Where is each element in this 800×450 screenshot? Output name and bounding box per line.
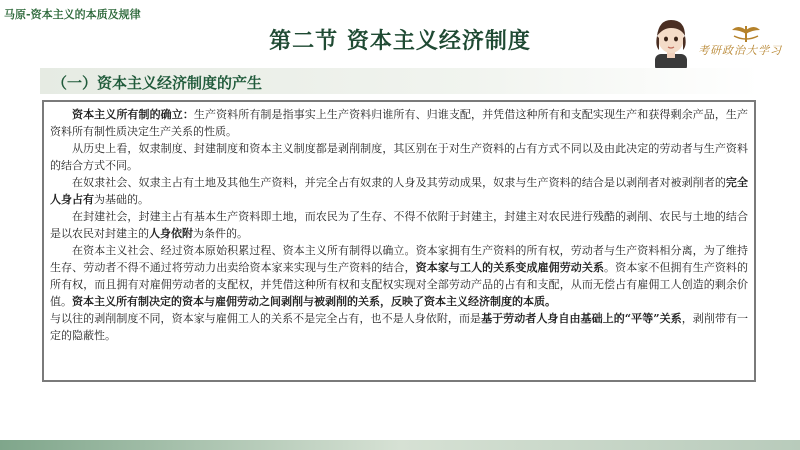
paragraph-text: 与以往的剥削制度不同，资本家与雇佣工人的关系不是完全占有，也不是人身依附，而是: [50, 312, 482, 325]
course-label: 马原-资本主义的本质及规律: [4, 8, 141, 21]
bold-term: 资本主义所有制的确立：: [72, 108, 194, 121]
paragraph-text: 生产资料所有制是指事实上生产资料归谁所有、归谁支配，并凭借这种所有和支配实现生产和获得剩余产品，生产资料所有制性质决定生产关系的性质。: [50, 108, 749, 138]
content-box: [42, 100, 756, 382]
page-title: 第二节 资本主义经济制度: [269, 29, 531, 54]
bold-term: 基于劳动者人身自由基础上的“平等”关系: [481, 312, 682, 325]
bold-term: 资本家与工人的关系变成雇佣劳动关系: [415, 261, 605, 274]
paragraph-ownership-definition: [50, 106, 748, 140]
bottom-decoration-band: [0, 440, 800, 450]
bold-term: 人身依附: [149, 227, 193, 240]
bold-term: 完全人身占有: [50, 176, 749, 206]
section-title: （一）资本主义经济制度的产生: [52, 74, 263, 92]
logo-text: 考研政治大学习: [698, 44, 782, 57]
paragraph-feudalism: [50, 208, 748, 242]
paragraph-text: 从历史上看，奴隶制度、封建制度和资本主义制度都是剥削制度，其区别在于对生产资料的占有方式不同以及由此决定的劳动者与生产资料的结合方式不同。: [50, 142, 748, 172]
paragraph-text: 在奴隶社会、奴隶主占有土地及其他生产资料，并完全占有奴隶的人身及其劳动成果，奴隶与生产资料的结合是以剥削者对被剥削者的: [72, 176, 726, 189]
paragraph-text: 为条件的。: [193, 227, 248, 240]
paragraph-capitalism: [50, 242, 748, 310]
paragraph-text: ，剥削带有一定的隐蔽性。: [50, 312, 749, 342]
paragraph-text: 为基础的。: [94, 193, 149, 206]
paragraph-text: 在封建社会，封建主占有基本生产资料即土地，而农民为了生存、不得不依附于封建主，封建主对农民进行残酷的剥削、农民与土地的结合是以农民对封建主的: [50, 210, 748, 240]
paragraph-text: 在资本主义社会、经过资本原始积累过程、资本主义所有制得以确立。资本家拥有生产资料的所有权，劳动者与生产资料相分离，为了维持生存、劳动者不得不通过将劳动力出卖给资本家来实现与生产资料的结合，: [50, 244, 748, 274]
bold-term: 资本主义所有制决定的资本与雇佣劳动之间剥削与被剥削的关系，反映了资本主义经济制度的本质。: [72, 295, 556, 308]
paragraph-comparison: [50, 310, 748, 344]
paragraph-history: [50, 140, 748, 174]
cartoon-teacher-avatar-icon: [649, 16, 693, 72]
paragraph-text: 。资本家不但拥有生产资料的所有权，而且拥有对雇佣劳动者的支配权，并凭借这种所有权和支配权实现对全部劳动产品的占有和支配，从而无偿占有雇佣工人创造的剩余价值。: [50, 261, 749, 308]
paragraph-slavery: [50, 174, 748, 208]
